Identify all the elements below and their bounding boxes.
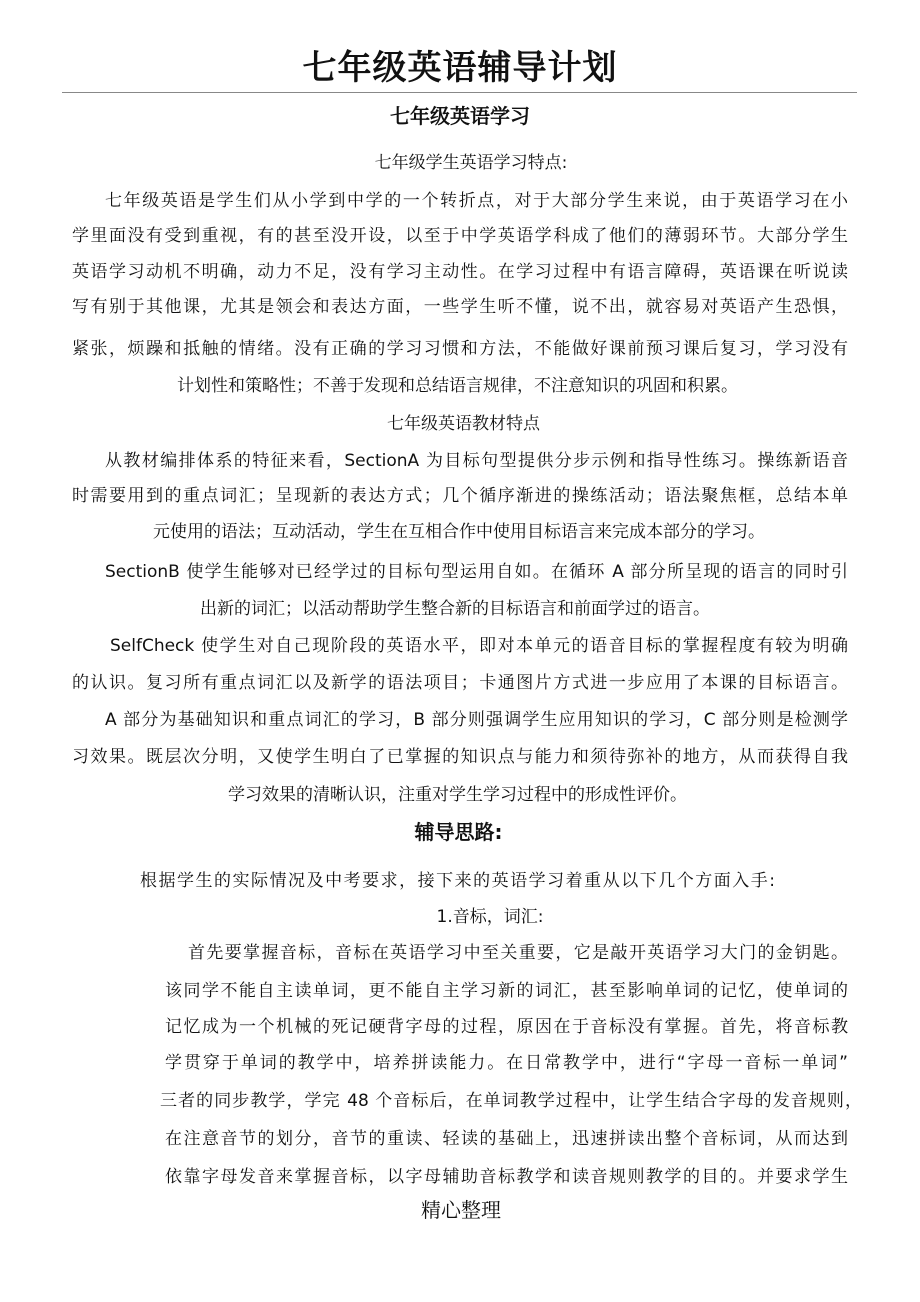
paragraph-line: 依靠字母发音来掌握音标，以字母辅助音标教学和读音规则教学的目的。并要求学生 <box>165 1167 848 1187</box>
paragraph-line: 的认识。复习所有重点词汇以及新学的语法项目；卡通图片方式进一步应用了本课的目标语言。 <box>72 673 848 693</box>
paragraph-line: 学贯穿于单词的教学中，培养拼读能力。在日常教学中，进行“字母一音标一单词” <box>165 1053 848 1073</box>
paragraph-line: SectionB 使学生能够对已经学过的目标句型运用自如。在循环 A 部分所呈现的语言的同时引 <box>105 562 848 582</box>
paragraph-line: 该同学不能自主读单词，更不能自主学习新的词汇，甚至影响单词的记忆，使单词的 <box>165 981 848 1001</box>
heading-textbook-features: 七年级英语教材特点 <box>387 414 540 434</box>
paragraph-line: 英语学习动机不明确，动力不足，没有学习主动性。在学习过程中有语言障碍，英语课在听说读 <box>72 262 848 282</box>
item-heading: 1.音标，词汇: <box>436 907 544 927</box>
paragraph-line: 计划性和策略性；不善于发现和总结语言规律，不注意知识的巩固和积累。 <box>177 376 738 396</box>
paragraph-line: A 部分为基础知识和重点词汇的学习，B 部分则强调学生应用知识的学习，C 部分则是检测学 <box>105 710 848 730</box>
intro-line: 根据学生的实际情况及中考要求，接下来的英语学习着重从以下几个方面入手: <box>140 871 775 891</box>
paragraph-line: 七年级英语是学生们从小学到中学的一个转折点，对于大部分学生来说，由于英语学习在小 <box>105 191 848 211</box>
document-title: 七年级英语辅导计划 <box>302 48 618 88</box>
paragraph-line: 写有别于其他课，尤其是领会和表达方面，一些学生听不懂，说不出，就容易对英语产生恐惧， <box>72 297 848 317</box>
paragraph-line: 时需要用到的重点词汇；呈现新的表达方式；几个循序渐进的操练活动；语法聚焦框，总结本单 <box>72 486 848 506</box>
paragraph-line: 首先要掌握音标，音标在英语学习中至关重要，它是敲开英语学习大门的金钥匙。 <box>188 943 848 963</box>
paragraph-line: 学习效果的清晰认识，注重对学生学习过程中的形成性评价。 <box>228 785 687 805</box>
paragraph-line: SelfCheck 使学生对自己现阶段的英语水平，即对本单元的语音目标的掌握程度有较为明确 <box>110 636 848 656</box>
paragraph-line: 出新的词汇；以活动帮助学生整合新的目标语言和前面学过的语言。 <box>200 599 710 619</box>
paragraph-line: 记忆成为一个机械的死记硬背字母的过程，原因在于音标没有掌握。首先，将音标教 <box>165 1017 848 1037</box>
paragraph-line: 三者的同步教学，学完 48 个音标后，在单词教学过程中，让学生结合字母的发音规则， <box>160 1091 862 1111</box>
heading-approach: 辅导思路: <box>414 820 503 844</box>
paragraph-line: 紧张，烦躁和抵触的情绪。没有正确的学习习惯和方法，不能做好课前预习课后复习，学习没有 <box>72 339 848 359</box>
paragraph-line: 习效果。既层次分明，又使学生明白了已掌握的知识点与能力和须待弥补的地方，从而获得自我 <box>72 747 848 767</box>
heading-learning-features: 七年级学生英语学习特点: <box>374 153 568 173</box>
section-title: 七年级英语学习 <box>390 104 530 128</box>
paragraph-line: 学里面没有受到重视，有的甚至没开设，以至于中学英语学科成了他们的薄弱环节。大部分学生 <box>72 226 848 246</box>
title-divider <box>62 92 857 93</box>
paragraph-line: 在注意音节的划分，音节的重读、轻读的基础上，迅速拼读出整个音标词，从而达到 <box>165 1129 848 1149</box>
page-footer: 精心整理 <box>421 1198 501 1222</box>
paragraph-line: 元使用的语法；互动活动，学生在互相合作中使用目标语言来完成本部分的学习。 <box>153 522 765 542</box>
paragraph-line: 从教材编排体系的特征来看，SectionA 为目标句型提供分步示例和指导性练习。操练新语音 <box>105 451 848 471</box>
